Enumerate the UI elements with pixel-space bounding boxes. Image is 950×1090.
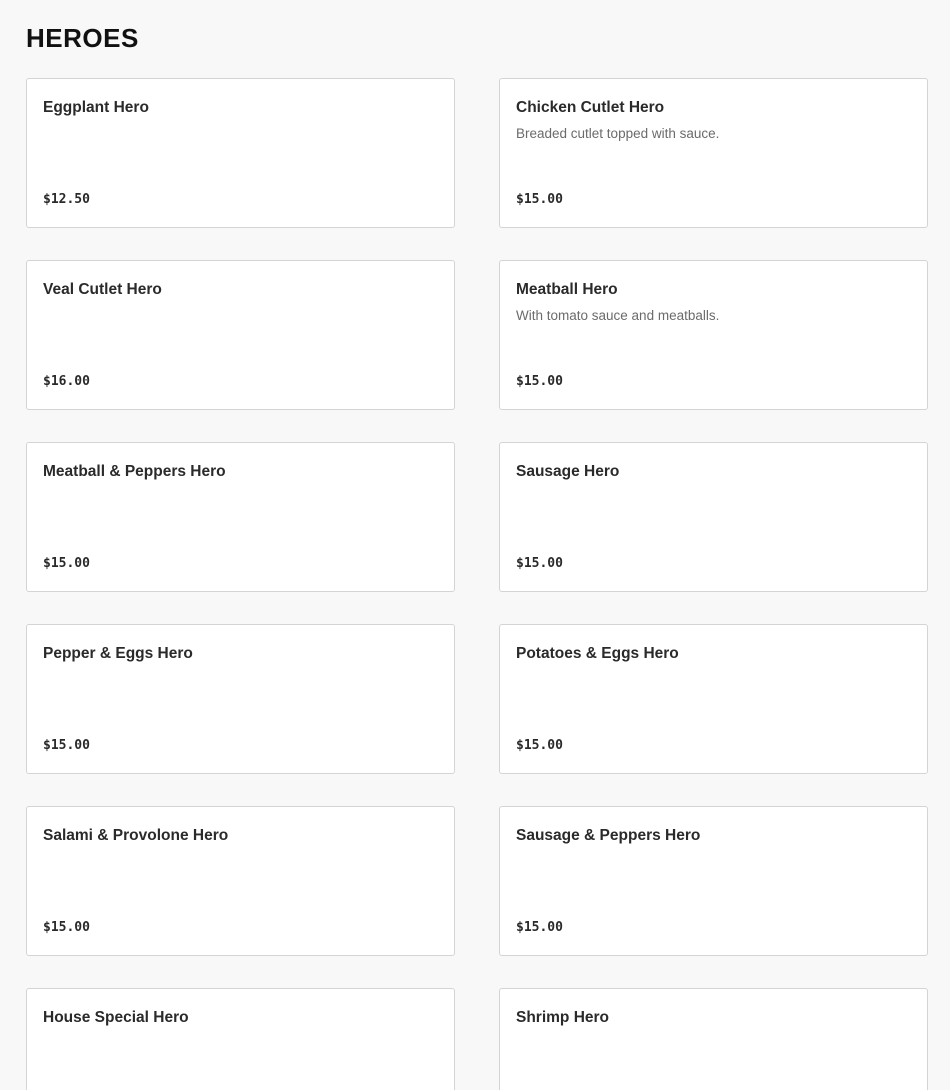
menu-item-name: Meatball & Peppers Hero xyxy=(43,463,226,480)
menu-item-price: $15.00 xyxy=(43,920,90,935)
menu-item-name: Shrimp Hero xyxy=(516,1009,610,1026)
menu-item-price: $12.50 xyxy=(43,192,90,207)
menu-item-card[interactable] xyxy=(26,806,455,956)
menu-item-name: Potatoes & Eggs Hero xyxy=(516,645,679,662)
menu-item-card[interactable] xyxy=(499,806,928,956)
menu-item-price: $15.00 xyxy=(516,920,563,935)
menu-item-price: $15.00 xyxy=(516,374,563,389)
menu-item-name: House Special Hero xyxy=(43,1009,189,1026)
menu-item-card[interactable] xyxy=(499,624,928,774)
menu-item-card[interactable] xyxy=(26,442,455,592)
menu-item-price: $15.00 xyxy=(43,556,90,571)
menu-item-card[interactable] xyxy=(26,624,455,774)
menu-item-price: $16.00 xyxy=(43,374,90,389)
menu-item-name: Sausage Hero xyxy=(516,463,620,480)
menu-item-name: Meatball Hero xyxy=(516,281,618,298)
menu-item-card[interactable] xyxy=(499,260,928,410)
menu-item-card[interactable] xyxy=(26,260,455,410)
menu-item-name: Veal Cutlet Hero xyxy=(43,281,162,298)
menu-item-card[interactable] xyxy=(26,988,455,1090)
menu-item-card[interactable] xyxy=(499,988,928,1090)
section-title: HEROES xyxy=(26,23,139,53)
menu-item-name: Eggplant Hero xyxy=(43,99,149,116)
menu-item-description: Breaded cutlet topped with sauce. xyxy=(516,126,720,141)
menu-item-card[interactable] xyxy=(499,442,928,592)
menu-item-name: Sausage & Peppers Hero xyxy=(516,827,701,844)
menu-item-price: $15.00 xyxy=(516,192,563,207)
menu-item-price: $15.00 xyxy=(516,556,563,571)
menu-item-card[interactable] xyxy=(499,78,928,228)
menu-item-price: $15.00 xyxy=(516,738,563,753)
menu-item-name: Chicken Cutlet Hero xyxy=(516,99,665,116)
menu-item-price: $15.00 xyxy=(43,738,90,753)
menu-item-grid xyxy=(26,78,928,1090)
menu-item-name: Pepper & Eggs Hero xyxy=(43,645,193,662)
menu-item-name: Salami & Provolone Hero xyxy=(43,827,229,844)
menu-item-description: With tomato sauce and meatballs. xyxy=(516,308,720,323)
menu-item-card[interactable] xyxy=(26,78,455,228)
